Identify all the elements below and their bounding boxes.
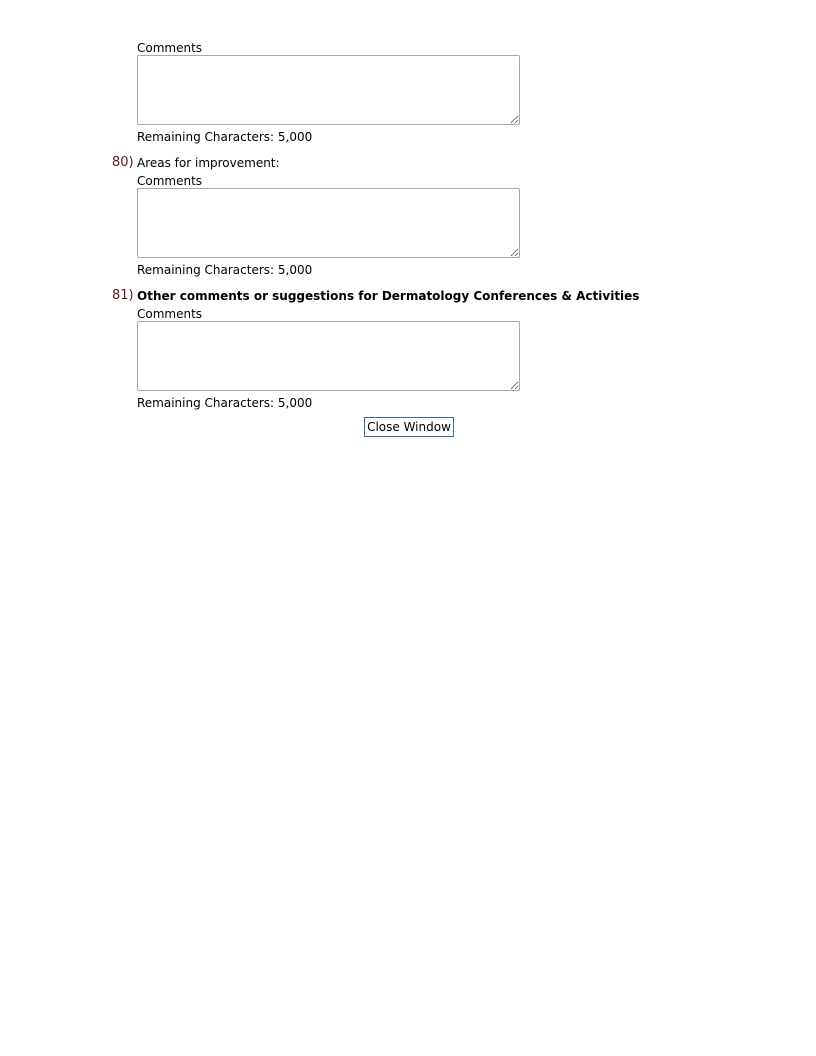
question-text-80: Areas for improvement: [137, 156, 280, 170]
close-window-button[interactable]: Close Window [364, 417, 454, 437]
comments-label: Comments [137, 307, 203, 321]
comments-label: Comments [137, 41, 203, 55]
comments-textarea-q80[interactable] [137, 188, 520, 258]
comments-label: Comments [137, 174, 203, 188]
remaining-characters-q81: Remaining Characters: 5,000 [137, 396, 313, 410]
question-text-81: Other comments or suggestions for Dermatology Conferences & Activities [137, 289, 640, 303]
comments-textarea-q81[interactable] [137, 321, 520, 391]
remaining-characters-q79: Remaining Characters: 5,000 [137, 130, 313, 144]
question-number-81: 81) [112, 288, 134, 303]
question-number-80: 80) [112, 155, 134, 170]
comments-textarea-q79[interactable] [137, 55, 520, 125]
remaining-characters-q80: Remaining Characters: 5,000 [137, 263, 313, 277]
